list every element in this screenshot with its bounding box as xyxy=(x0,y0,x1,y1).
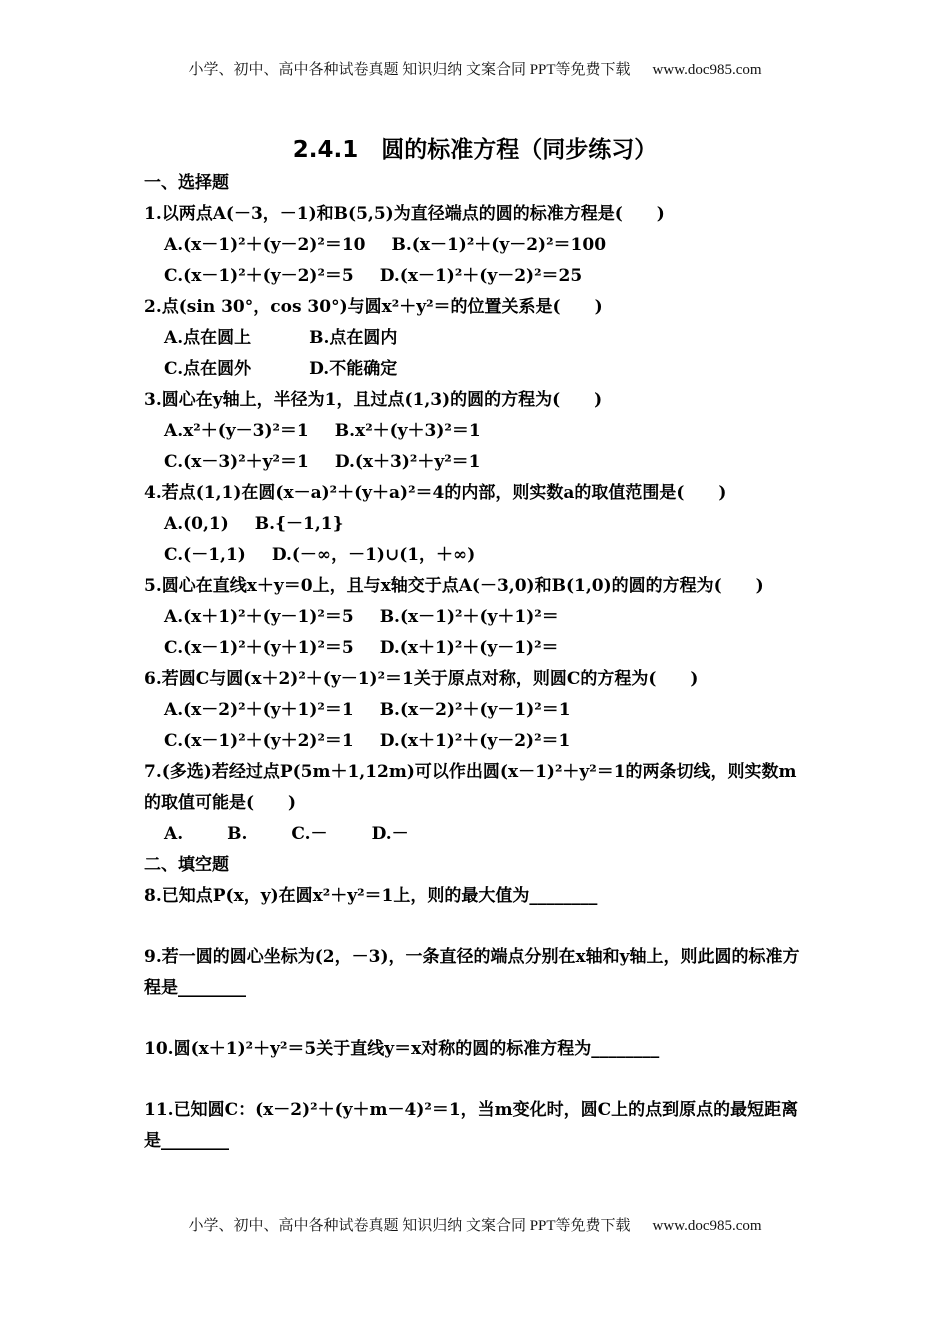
question-4-options-row1 xyxy=(144,509,808,540)
q3-option-b: B.x²＋(y＋3)²＝1 xyxy=(334,421,481,441)
answer-space xyxy=(144,1004,808,1034)
question-3-stem: 3.圆心在y轴上，半径为1，且过点(1,3)的圆的方程为( ) xyxy=(144,390,603,410)
question-6-options-row2 xyxy=(144,726,808,757)
question-7-options-row xyxy=(144,819,808,850)
question-6-stem: 6.若圆C与圆(x＋2)²＋(y－1)²＝1关于原点对称，则圆C的方程为( ) xyxy=(144,669,699,689)
q2-option-a: A.点在圆上 xyxy=(164,328,252,348)
q4-option-d: D.(－∞，－1)∪(1，＋∞) xyxy=(271,545,476,565)
question-5-stem: 5.圆心在直线x＋y＝0上，且与x轴交于点A(－3,0)和B(1,0)的圆的方程为( ) xyxy=(144,576,764,596)
q7-option-b: B. xyxy=(227,824,248,844)
answer-space xyxy=(144,1065,808,1095)
q1-option-b: B.(x－1)²＋(y－2)²＝100 xyxy=(391,235,607,255)
question-6-options-row1 xyxy=(144,695,808,726)
q1-option-a: A.(x－1)²＋(y－2)²＝10 xyxy=(164,235,366,255)
question-3-options-row1 xyxy=(144,416,808,447)
q1-option-c: C.(x－1)²＋(y－2)²＝5 xyxy=(164,266,354,286)
page-footer xyxy=(0,1214,950,1235)
q3-option-a: A.x²＋(y－3)²＝1 xyxy=(164,421,309,441)
q4-option-b: B.{－1,1} xyxy=(254,514,344,534)
q7-option-d: D.－ xyxy=(371,824,409,844)
section-choice-heading: 一、选择题 xyxy=(144,173,229,193)
worksheet-body xyxy=(144,168,808,1157)
question-2-options-row2 xyxy=(144,354,808,385)
question-8: 8.已知点P(x，y)在圆x²＋y²＝1上，则的最大值为________ xyxy=(144,886,598,906)
page-title: 2.4.1 圆的标准方程（同步练习） xyxy=(292,137,658,163)
q6-option-a: A.(x－2)²＋(y＋1)²＝1 xyxy=(164,700,354,720)
q6-option-c: C.(x－1)²＋(y＋2)²＝1 xyxy=(164,731,354,751)
q7-option-a: A. xyxy=(164,824,184,844)
answer-space xyxy=(144,912,808,942)
q4-option-c: C.(－1,1) xyxy=(164,545,246,565)
q5-option-c: C.(x－1)²＋(y＋1)²＝5 xyxy=(164,638,354,658)
question-1-stem: 1.以两点A(－3，－1)和B(5,5)为直径端点的圆的标准方程是( ) xyxy=(144,204,665,224)
question-4-options-row2 xyxy=(144,540,808,571)
q3-option-d: D.(x＋3)²＋y²＝1 xyxy=(334,452,481,472)
q5-option-b: B.(x－1)²＋(y＋1)²＝ xyxy=(379,607,559,627)
question-3-options-row2 xyxy=(144,447,808,478)
question-7-stem: 7.(多选)若经过点P(5m＋1,12m)可以作出圆(x－1)²＋y²＝1的两条切线，则实数m的取值可能是( ) xyxy=(144,762,797,813)
question-5-options-row1 xyxy=(144,602,808,633)
q7-option-c: C.－ xyxy=(291,824,328,844)
q2-option-d: D.不能确定 xyxy=(309,359,398,379)
q6-option-b: B.(x－2)²＋(y－1)²＝1 xyxy=(379,700,571,720)
q3-option-c: C.(x－3)²＋y²＝1 xyxy=(164,452,309,472)
header-url[interactable]: www.doc985.com xyxy=(652,62,762,78)
page-header xyxy=(0,58,950,79)
section-fill-heading: 二、填空题 xyxy=(144,855,229,875)
question-10: 10.圆(x＋1)²＋y²＝5关于直线y＝x对称的圆的标准方程为________ xyxy=(144,1039,660,1059)
question-5-options-row2 xyxy=(144,633,808,664)
question-1-options-row1 xyxy=(144,230,808,261)
q5-option-a: A.(x＋1)²＋(y－1)²＝5 xyxy=(164,607,354,627)
q1-option-d: D.(x－1)²＋(y－2)²＝25 xyxy=(379,266,583,286)
q6-option-d: D.(x＋1)²＋(y－2)²＝1 xyxy=(379,731,571,751)
footer-url[interactable]: www.doc985.com xyxy=(652,1218,762,1234)
question-4-stem: 4.若点(1,1)在圆(x－a)²＋(y＋a)²＝4的内部，则实数a的取值范围是( ) xyxy=(144,483,727,503)
question-2-options-row1 xyxy=(144,323,808,354)
question-1-options-row2 xyxy=(144,261,808,292)
q5-option-d: D.(x＋1)²＋(y－1)²＝ xyxy=(379,638,559,658)
footer-text: 小学、初中、高中各种试卷真题 知识归纳 文案合同 PPT等免费下载 xyxy=(188,1218,631,1234)
question-11: 11.已知圆C：(x－2)²＋(y＋m－4)²＝1，当m变化时，圆C上的点到原点的最短距离是________ xyxy=(144,1100,799,1151)
q4-option-a: A.(0,1) xyxy=(164,514,229,534)
q2-option-b: B.点在圆内 xyxy=(309,328,398,348)
q2-option-c: C.点在圆外 xyxy=(164,359,252,379)
header-text: 小学、初中、高中各种试卷真题 知识归纳 文案合同 PPT等免费下载 xyxy=(188,62,631,78)
question-9: 9.若一圆的圆心坐标为(2，－3)，一条直径的端点分别在x轴和y轴上，则此圆的标准方程是________ xyxy=(144,947,800,998)
question-2-stem: 2.点(sin 30°，cos 30°)与圆x²＋y²＝的位置关系是( ) xyxy=(144,297,603,317)
